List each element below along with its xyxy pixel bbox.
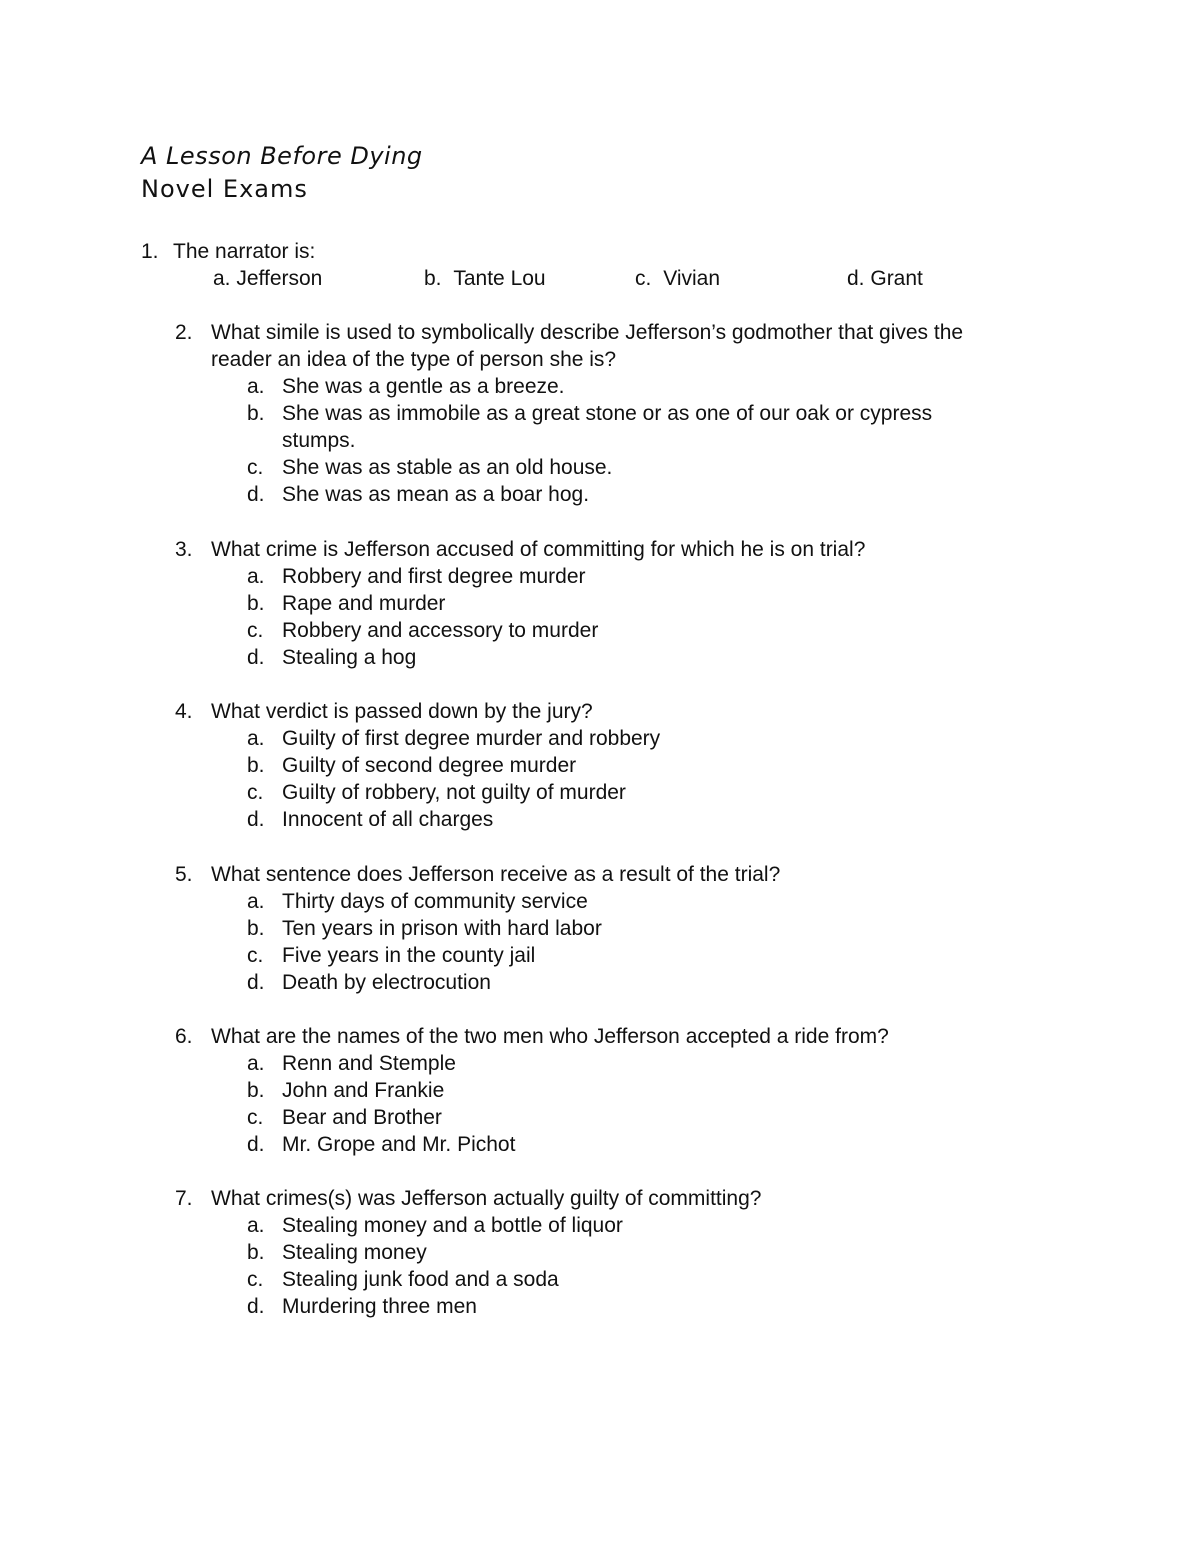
option-letter: d.	[247, 1295, 265, 1318]
option-letter: d.	[247, 1133, 265, 1156]
option-text-line-2: stumps.	[282, 429, 356, 452]
question-number: 5.	[175, 863, 193, 886]
question-number: 2.	[175, 321, 193, 344]
option-letter: d.	[247, 808, 265, 831]
option-a	[213, 265, 322, 292]
option-text: Death by electrocution	[282, 971, 491, 994]
option-text: John and Frankie	[282, 1079, 445, 1102]
option-d	[847, 265, 923, 292]
option-letter: a.	[247, 727, 265, 750]
question-text: The narrator is:	[173, 240, 316, 263]
option-text: Vivian	[663, 267, 721, 290]
option-letter: b.	[247, 917, 265, 940]
option-letter: a.	[247, 890, 265, 913]
question-number: 6.	[175, 1025, 193, 1048]
option-letter: d.	[247, 646, 265, 669]
option-letter: c.	[635, 267, 652, 290]
option-text: Stealing a hog	[282, 646, 417, 669]
option-text: Stealing junk food and a soda	[282, 1268, 559, 1291]
option-letter: c.	[247, 781, 264, 804]
option-letter: c.	[247, 456, 264, 479]
option-c	[635, 265, 720, 292]
question-1	[141, 238, 1041, 298]
question-number: 3.	[175, 538, 193, 561]
option-text: Murdering three men	[282, 1295, 477, 1318]
option-letter: d.	[847, 267, 865, 290]
document-title: A Lesson Before Dying	[141, 142, 423, 170]
question-text: What verdict is passed down by the jury?	[211, 700, 593, 723]
option-letter: a.	[247, 565, 265, 588]
option-text: Grant	[870, 267, 923, 290]
option-letter: c.	[247, 1268, 264, 1291]
option-letter: d.	[247, 971, 265, 994]
option-b	[424, 265, 546, 292]
option-text: Guilty of robbery, not guilty of murder	[282, 781, 626, 804]
question-text: What crime is Jefferson accused of committing for which he is on trial?	[211, 538, 866, 561]
question-7	[175, 1185, 1075, 1320]
option-letter: c.	[247, 1106, 264, 1129]
option-text: Mr. Grope and Mr. Pichot	[282, 1133, 516, 1156]
question-text: What are the names of the two men who Jefferson accepted a ride from?	[211, 1025, 889, 1048]
option-text: Tante Lou	[453, 267, 546, 290]
option-text: Rape and murder	[282, 592, 446, 615]
option-letter: b.	[424, 267, 442, 290]
option-text: Innocent of all charges	[282, 808, 494, 831]
question-text: What sentence does Jefferson receive as a result of the trial?	[211, 863, 781, 886]
option-letter: a.	[213, 267, 231, 290]
option-letter: c.	[247, 944, 264, 967]
option-text: Ten years in prison with hard labor	[282, 917, 602, 940]
option-letter: b.	[247, 1241, 265, 1264]
question-4	[175, 698, 1075, 833]
option-text: Thirty days of community service	[282, 890, 588, 913]
option-letter: a.	[247, 1214, 265, 1237]
option-letter: b.	[247, 754, 265, 777]
question-text-line-2: reader an idea of the type of person she is?	[211, 348, 617, 371]
option-letter: a.	[247, 1052, 265, 1075]
option-text: Stealing money	[282, 1241, 427, 1264]
option-text: She was as stable as an old house.	[282, 456, 613, 479]
option-text: Bear and Brother	[282, 1106, 442, 1129]
option-letter: b.	[247, 592, 265, 615]
option-text: Five years in the county jail	[282, 944, 536, 967]
option-letter: d.	[247, 483, 265, 506]
question-6	[175, 1023, 1075, 1158]
question-number: 7.	[175, 1187, 193, 1210]
question-number: 1.	[141, 240, 159, 263]
option-text: Guilty of first degree murder and robbery	[282, 727, 661, 750]
option-text: Guilty of second degree murder	[282, 754, 577, 777]
question-number: 4.	[175, 700, 193, 723]
option-text: Stealing money and a bottle of liquor	[282, 1214, 623, 1237]
option-text: She was a gentle as a breeze.	[282, 375, 565, 398]
option-letter: b.	[247, 1079, 265, 1102]
option-text-line-1: She was as immobile as a great stone or as one of our oak or cypress	[282, 402, 933, 425]
question-text-line-1: What simile is used to symbolically describe Jefferson’s godmother that gives the	[211, 321, 964, 344]
question-2	[175, 319, 1075, 509]
option-letter: c.	[247, 619, 264, 642]
option-text: She was as mean as a boar hog.	[282, 483, 590, 506]
option-text: Robbery and first degree murder	[282, 565, 586, 588]
document-subtitle: Novel Exams	[141, 175, 308, 203]
question-5	[175, 861, 1075, 996]
option-text: Jefferson	[236, 267, 323, 290]
option-letter: a.	[247, 375, 265, 398]
question-3	[175, 536, 1075, 671]
question-text: What crimes(s) was Jefferson actually guilty of committing?	[211, 1187, 762, 1210]
option-text: Renn and Stemple	[282, 1052, 456, 1075]
option-text: Robbery and accessory to murder	[282, 619, 599, 642]
option-letter: b.	[247, 402, 265, 425]
